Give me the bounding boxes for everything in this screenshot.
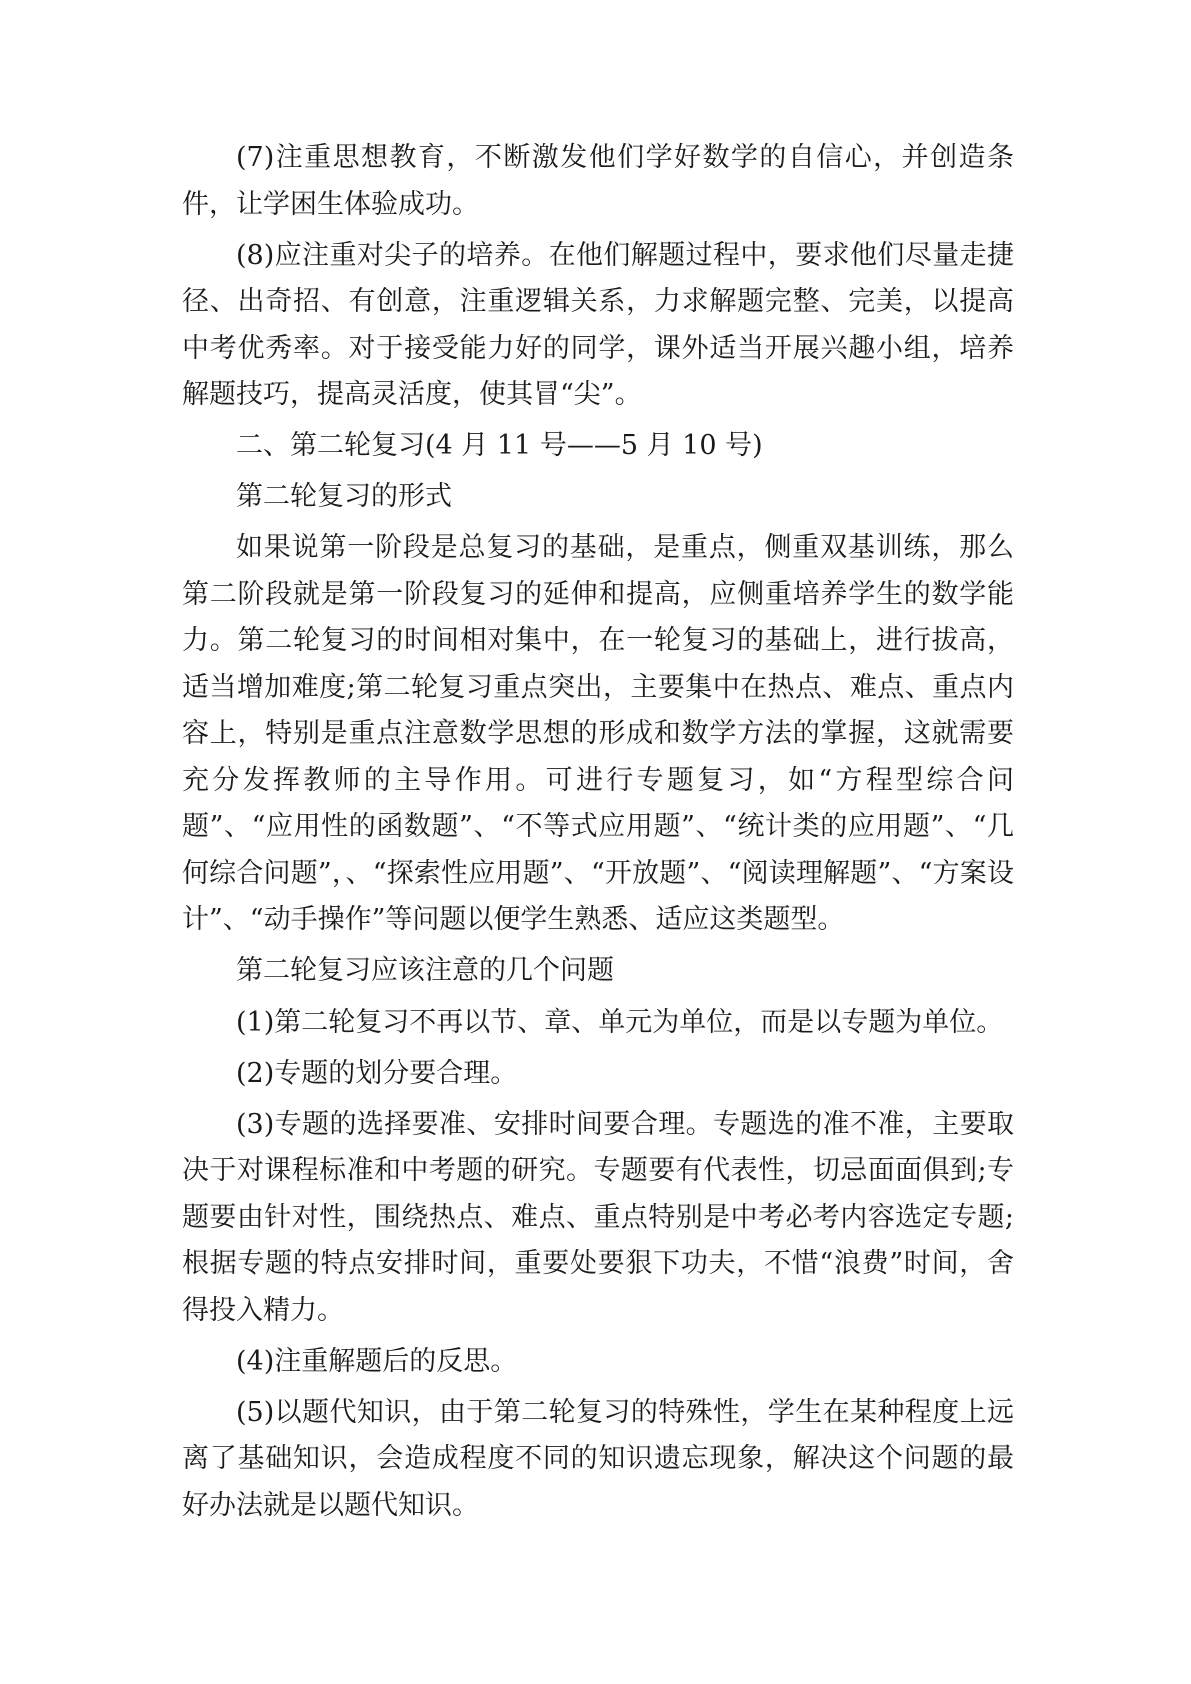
paragraph-form-body: 如果说第一阶段是总复习的基础，是重点，侧重双基训练，那么第二阶段就是第一阶段复习的延伸和提高，应侧重培养学生的数学能力。第二轮复习的时间相对集中，在一轮复习的基础上，进行拔高，适当增加难度;第二轮复习重点突出，主要集中在热点、难点、重点内容上，特别是重点注意数学思想的形成和数学方法的掌握，这就需要充分发挥教师的主导作用。可进行专题复习，如“方程型综合问题”、“应用性的函数题”、“不等式应用题”、“统计类的应用题”、“几何综合问题”，、“探索性应用题”、“开放题”、“阅读理解题”、“方案设计”、“动手操作”等问题以便学生熟悉、适应这类题型。 — [182, 532, 1014, 936]
paragraph-item-8: (8)应注重对尖子的培养。在他们解题过程中，要求他们尽量走捷径、出奇招、有创意，注重逻辑关系，力求解题完整、完美，以提高中考优秀率。对于接受能力好的同学，课外适当开展兴趣小组，培养解题技巧，提高灵活度，使其冒“尖”。 — [182, 239, 1014, 411]
subheading-form: 第二轮复习的形式 — [236, 481, 452, 513]
section-heading-second-round: 二、第二轮复习(4 月 11 号——5 月 10 号) — [236, 430, 763, 462]
document-page — [182, 135, 1014, 1529]
paragraph-issue-4: (4)注重解题后的反思。 — [236, 1345, 518, 1377]
paragraph-issue-2: (2)专题的划分要合理。 — [236, 1057, 518, 1089]
paragraph-issue-1: (1)第二轮复习不再以节、章、单元为单位，而是以专题为单位。 — [236, 1006, 1004, 1038]
paragraph-item-7: (7)注重思想教育，不断激发他们学好数学的自信心，并创造条件，让学困生体验成功。 — [182, 142, 1014, 220]
paragraph-issue-5: (5)以题代知识，由于第二轮复习的特殊性，学生在某种程度上远离了基础知识，会造成程度不同的知识遗忘现象，解决这个问题的最好办法就是以题代知识。 — [182, 1396, 1014, 1521]
subheading-issues: 第二轮复习应该注意的几个问题 — [236, 955, 614, 987]
paragraph-issue-3: (3)专题的选择要准、安排时间要合理。专题选的准不准，主要取决于对课程标准和中考题的研究。专题要有代表性，切忌面面俱到;专题要由针对性，围绕热点、难点、重点特别是中考必考内容选定专题;根据专题的特点安排时间，重要处要狠下功夫，不惜“浪费”时间，舍得投入精力。 — [182, 1108, 1014, 1326]
